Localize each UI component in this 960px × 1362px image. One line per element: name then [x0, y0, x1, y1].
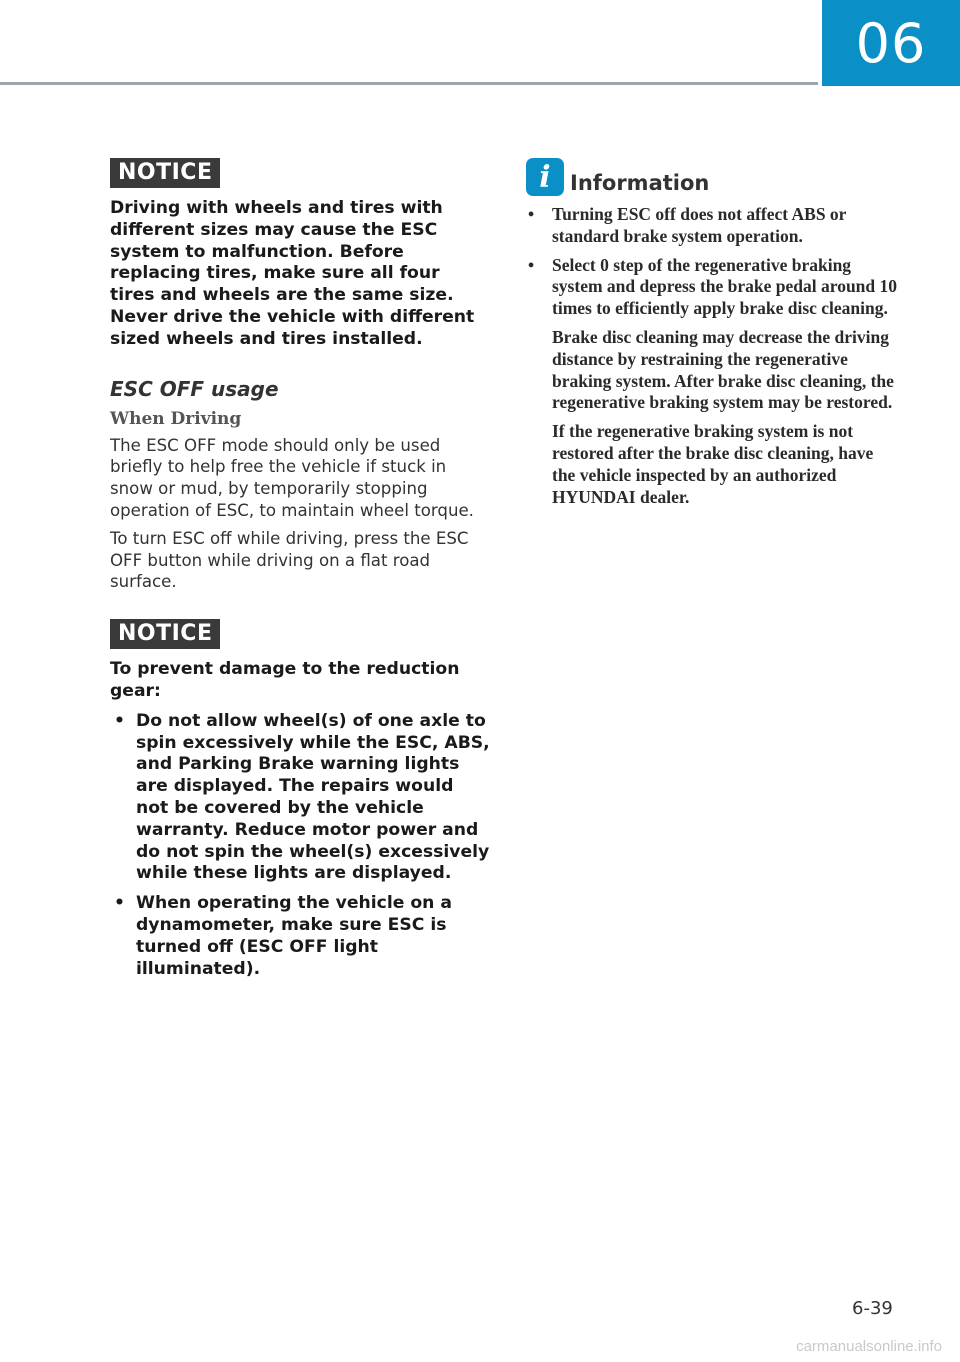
notice-bullet-list	[110, 711, 490, 981]
list-item-continuation: Brake disc cleaning may decrease the driving distance by restraining the regenerative braking system. After brake disc cleaning, the regenerative braking system may be restored.	[552, 326, 894, 413]
list-item: • Select 0 step of the regenerative braking system and depress the brake pedal around 10 times to efficiently apply brake disc cleaning.	[526, 255, 900, 320]
notice-badge: NOTICE	[110, 158, 220, 188]
right-column	[526, 158, 900, 515]
information-list	[526, 204, 900, 508]
list-item: • When operating the vehicle on a dynamometer, make sure ESC is turned off (ESC OFF light illuminated).	[110, 893, 490, 980]
notice-intro: To prevent damage to the reduction gear:	[110, 659, 460, 701]
information-header	[526, 158, 900, 196]
list-item: • Turning ESC off does not affect ABS or standard brake system operation.	[526, 204, 900, 248]
subsection-heading: When Driving	[110, 408, 242, 429]
info-icon: i	[526, 158, 564, 196]
chapter-tab: 06	[822, 0, 960, 86]
section-heading: ESC OFF usage	[110, 376, 279, 401]
left-column	[110, 158, 490, 988]
notice-block-reduction-gear	[110, 619, 490, 980]
paragraph-turn-esc-off: To turn ESC off while driving, press the ESC OFF button while driving on a flat road surface.	[110, 528, 469, 592]
list-item-continuation: If the regenerative braking system is not restored after the brake disc cleaning, have the vehicle inspected by an authorized HYUNDAI dealer.	[552, 421, 874, 507]
paragraph-esc-off-purpose: The ESC OFF mode should only be used briefly to help free the vehicle if stuck in snow or mud, by temporarily stopping operation of ESC, to maintain wheel torque.	[110, 435, 474, 520]
page-number: 6-39	[852, 1298, 893, 1319]
watermark: carmanualsonline.info	[796, 1338, 942, 1355]
notice-badge: NOTICE	[110, 619, 220, 649]
information-title: Information	[570, 171, 710, 195]
notice-block-tire-sizes	[110, 158, 490, 351]
list-item: • Do not allow wheel(s) of one axle to spin excessively while the ESC, ABS, and Parking Brake warning lights are displayed. The repairs would not be covered by the vehicle warranty. Reduce motor power and do not spin the wheel(s) excessively while these lights are displayed.	[110, 711, 490, 885]
header-rule	[0, 82, 818, 85]
notice-text: Driving with wheels and tires with different sizes may cause the ESC system to malfunction. Before replacing tires, make sure all four tires and wheels are the same size. Never drive the vehicle with different sized wheels and tires installed.	[110, 198, 475, 349]
